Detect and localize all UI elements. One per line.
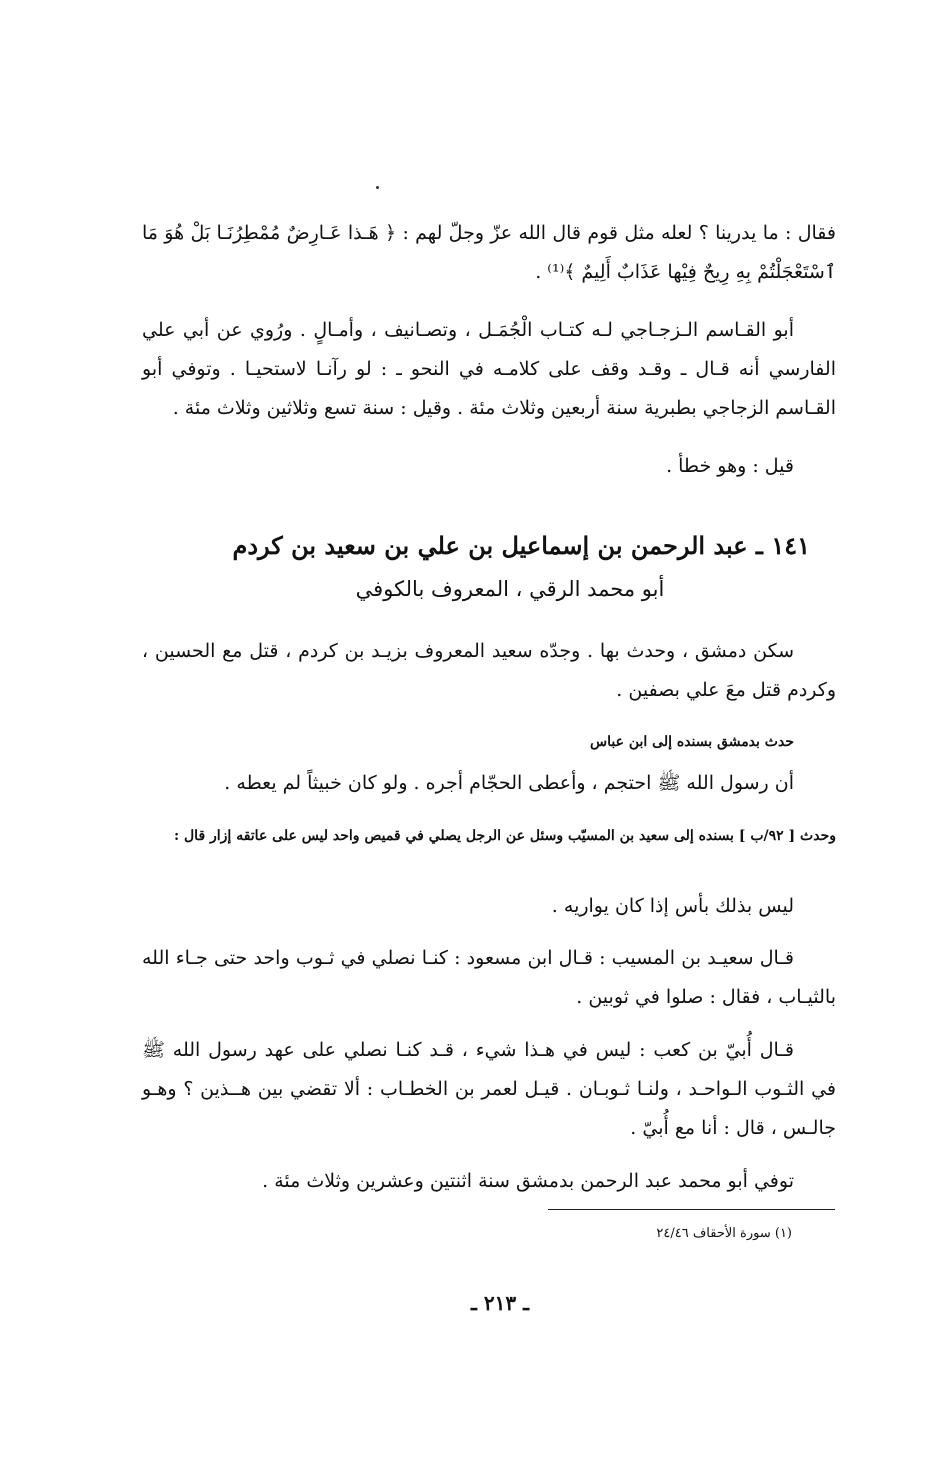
ibn-masud-paragraph: قـال سعيـد بن المسيب : قـال ابن مسعود : كنـا نصلي في ثـوب واحد حتى جـاء الله بالثيـاب ، فقال : صلوا في ثوبين . (142, 947, 836, 1008)
entry-subtitle: أبو محمد الرقي ، المعروف بالكوفي (355, 577, 665, 601)
isnad-ibn-abbas: حدث بدمشق بسنده إلى ابن عباس (590, 734, 794, 750)
hadith-no-harm: ليس بذلك بأس إذا كان يواريه . (551, 895, 794, 917)
ink-speck (376, 186, 379, 189)
page-number: ـ ٢١٣ ـ (471, 1291, 529, 1315)
error-note-paragraph: قيل : وهو خطأ . (666, 455, 794, 477)
death-paragraph: توفي أبو محمد عبد الرحمن بدمشق سنة اثنتين وعشرين وثلاث مئة . (262, 1170, 794, 1192)
quran-quote-paragraph: فقال : ما يدرينا ؟ لعله مثل قوم قال الله عزّ وجلّ لهم : ﴿ هَـذا عَـارِضٌ مُمْطِرُنَـا بَلْ هُوَ مَا ٱسْتَعْجَلْتُمْ بِهِ رِيحٌ فِيْها عَذَابٌ أَلِيمٌ ﴾⁽¹⁾ . (142, 222, 836, 283)
ubayy-paragraph: قـال أُبيّ بن كعب : ليس في هـذا شيء ، قـد كنـا نصلي على عهد رسول الله ﷺ في الثـوب الـواحـد ، ولنـا ثـوبـان . قيـل لعمر بن الخطـاب : ألا تقضي بين هــذين ؟ وهـو جالـس ، قال : أنا مع أُبيّ . (142, 1039, 836, 1139)
zajjaji-biography-paragraph: أبو القـاسم الـزجـاجي لـه كتـاب الْجُمَـل ، وتصـانيف ، وأمـالٍ . ورُوي عن أبي علي الفارسي أنه قـال ـ وقـد وقف على كلامـه في النحو ـ : لو رآنـا لاستحيـا . وتوفي أبو القـاسم الزجاجي بطبرية سنة أربعين وثلاث مئة . وقيل : سنة تسع وثلاثين وثلاث مئة . (142, 319, 836, 419)
isnad-ibn-musayyab: وحدث [ ٩٢/ب ] بسنده إلى سعيد بن المسيّب وسئل عن الرجل يصلي في قميص واحد ليس على عاتقه إزار قال : (173, 828, 836, 844)
footnote-divider (548, 1209, 835, 1210)
footnote: (١) سورة الأحقاف ٢٤/٤٦ (656, 1226, 792, 1241)
entry-title: ١٤١ ـ عبد الرحمن بن إسماعيل بن علي بن سعيد بن كردم (232, 531, 810, 560)
hadith-cupping: أن رسول الله ﷺ احتجم ، وأعطى الحجّام أجره . ولو كان خبيثاً لم يعطه . (224, 772, 794, 794)
residence-paragraph: سكن دمشق ، وحدث بها . وجدّه سعيد المعروف بزيـد بن كردم ، قتل مع الحسين ، وكردم قتل معَ علي بصفين . (142, 640, 836, 701)
